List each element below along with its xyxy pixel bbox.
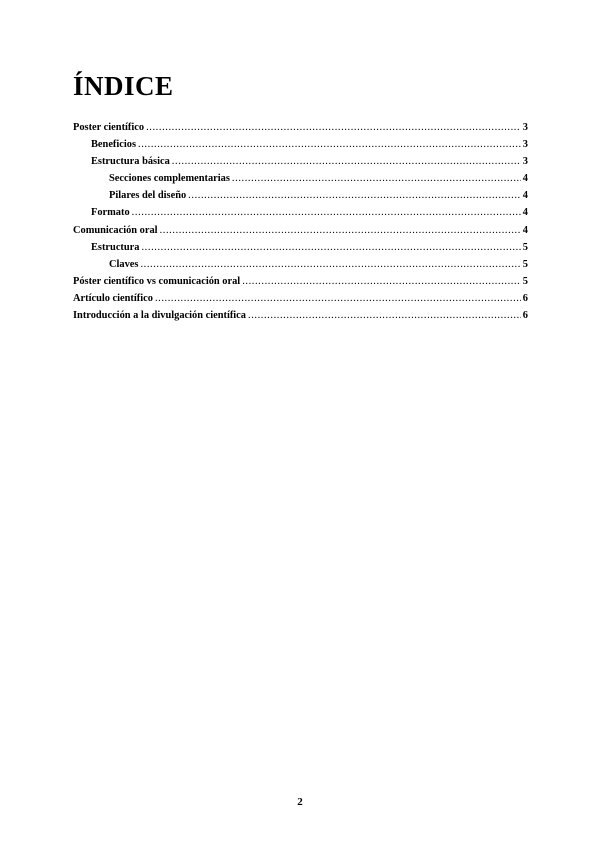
toc-entry-label: Secciones complementarias [109,173,230,185]
toc-leader-dots [141,242,520,253]
toc-entry-beneficios[interactable] [73,139,528,156]
toc-entry-page: 4 [522,190,528,202]
toc-entry-label: Estructura básica [91,156,170,168]
toc-entry-label: Estructura [91,241,140,253]
toc-entry-page: 6 [522,292,528,304]
toc-entry-poster-vs-comunicacion[interactable] [73,276,528,293]
toc-entry-secciones-complementarias[interactable] [73,173,528,190]
toc-entry-page: 5 [522,258,528,270]
toc-leader-dots [146,122,521,133]
toc-entry-label: Beneficios [91,139,137,151]
toc-leader-dots [132,207,521,218]
toc-entry-claves[interactable] [73,259,528,276]
toc-leader-dots [242,276,521,287]
toc-entry-poster-cientifico[interactable] [73,122,528,139]
toc-leader-dots [248,310,521,321]
toc-entry-page: 6 [522,310,528,322]
toc-entry-page: 3 [522,122,528,133]
toc-entry-page: 3 [522,156,528,168]
page-number: 2 [297,796,303,808]
toc-entry-introduccion-divulgacion[interactable] [73,310,528,327]
toc-entry-page: 5 [522,241,528,253]
toc-leader-dots [188,190,521,201]
toc-entry-label: Artículo científico [73,292,153,304]
toc-entry-label: Claves [109,258,139,270]
page-title: ÍNDICE [73,71,174,101]
table-of-contents [73,122,528,327]
toc-entry-comunicacion-oral[interactable] [73,225,528,242]
toc-leader-dots [232,173,521,184]
toc-entry-page: 3 [522,139,528,151]
toc-leader-dots [138,139,521,150]
toc-entry-label: Poster científico [73,122,145,133]
toc-entry-label: Pilares del diseño [109,190,187,202]
toc-entry-label: Introducción a la divulgación científica [73,310,246,322]
toc-entry-page: 5 [522,275,528,287]
toc-entry-estructura-basica[interactable] [73,156,528,173]
toc-leader-dots [160,225,521,236]
toc-leader-dots [155,293,521,304]
toc-entry-estructura[interactable] [73,242,528,259]
toc-entry-articulo-cientifico[interactable] [73,293,528,310]
toc-entry-label: Formato [91,207,130,219]
toc-entry-pilares-del-diseno[interactable] [73,190,528,207]
toc-leader-dots [140,259,520,270]
toc-leader-dots [172,156,521,167]
toc-entry-page: 4 [522,207,528,219]
toc-entry-page: 4 [522,224,528,236]
toc-entry-label: Comunicación oral [73,224,158,236]
toc-entry-label: Póster científico vs comunicación oral [73,275,241,287]
toc-entry-formato[interactable] [73,207,528,224]
toc-entry-page: 4 [522,173,528,185]
